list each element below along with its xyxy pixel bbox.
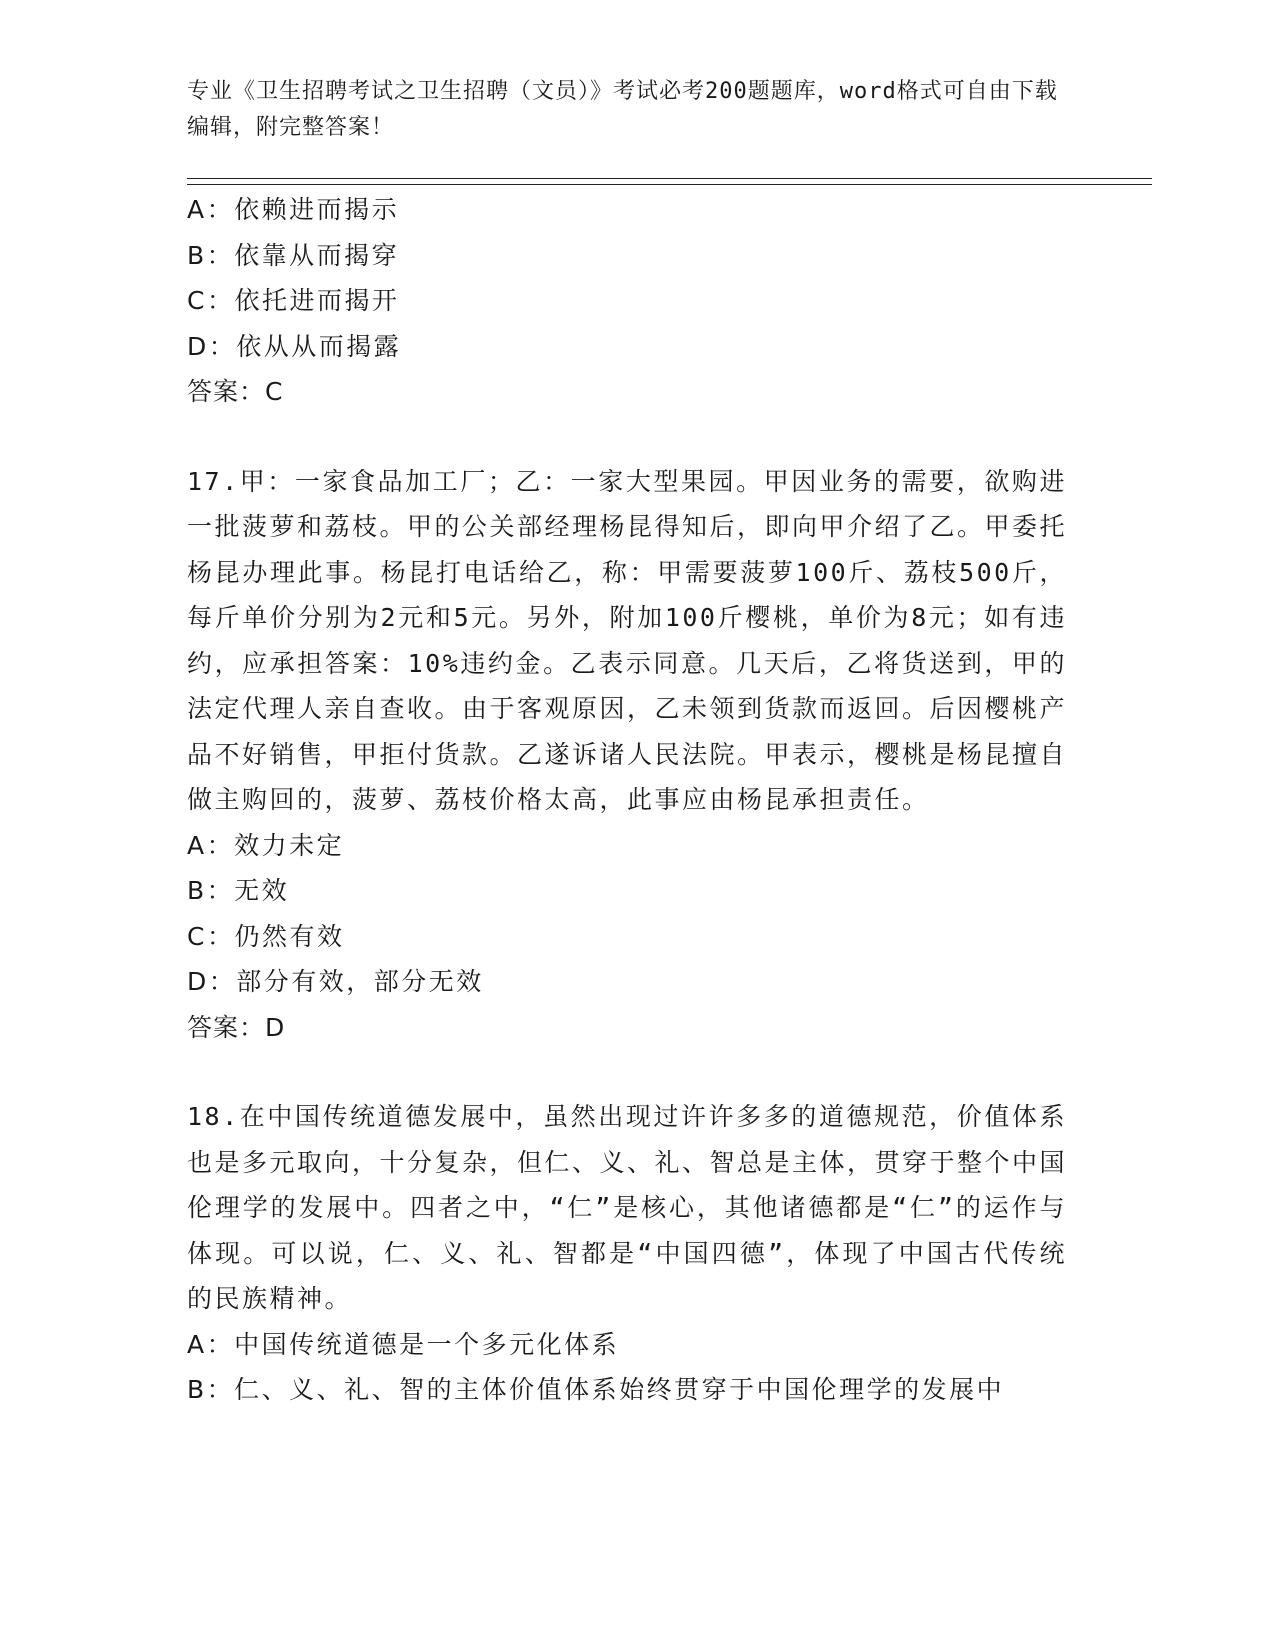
previous-question-block [187,187,1067,415]
option-c: C：依托进而揭开 [187,286,400,315]
answer-line: 答案：D [187,1012,286,1042]
option-d: D：依从从而揭露 [187,331,402,361]
header-divider-top [187,178,1152,179]
option-b: B：仁、义、礼、智的主体价值体系始终贯穿于中国伦理学的发展中 [187,1375,1005,1404]
option-d: D：部分有效，部分无效 [187,967,484,996]
header-divider-bottom [187,184,1152,185]
question-17-block [187,459,1067,1051]
option-b: B：依靠从而揭穿 [187,240,400,270]
option-a: A：效力未定 [187,830,345,860]
option-c: C：仍然有效 [187,921,345,951]
option-b: B：无效 [187,876,290,905]
document-header: 专业《卫生招聘考试之卫生招聘（文员）》考试必考200题题库，word格式可自由下载编辑，附完整答案！ [187,79,1058,140]
question-content [187,187,1067,1413]
question-18-block [187,1094,1067,1413]
question-17-text: 17.甲：一家食品加工厂；乙：一家大型果园。甲因业务的需要，欲购进一批菠萝和荔枝。甲的公关部经理杨昆得知后，即向甲介绍了乙。甲委托杨昆办理此事。杨昆打电话给乙，称：甲需要菠萝100斤、荔枝500斤，每斤单价分别为2元和5元。另外，附加100斤樱桃，单价为8元；如有违约，应承担答案：10%违约金。乙表示同意。几天后，乙将货送到，甲的法定代理人亲自查收。由于客观原因，乙未领到货款而返回。后因樱桃产品不好销售，甲拒付货款。乙遂诉诸人民法院。甲表示，樱桃是杨昆擅自做主购回的，菠萝、荔枝价格太高，此事应由杨昆承担责任。 [187,466,1068,814]
option-a: A：中国传统道德是一个多元化体系 [187,1329,620,1359]
answer-line: 答案：C [187,377,284,406]
option-a: A：依赖进而揭示 [187,195,400,224]
question-18-text: 18.在中国传统道德发展中，虽然出现过许许多多的道德规范，价值体系也是多元取向，十分复杂，但仁、义、礼、智总是主体，贯穿于整个中国伦理学的发展中。四者之中，“仁”是核心，其他诸德都是“仁”的运作与体现。可以说，仁、义、礼、智都是“中国四德”，体现了中国古代传统的民族精神。 [187,1102,1068,1313]
